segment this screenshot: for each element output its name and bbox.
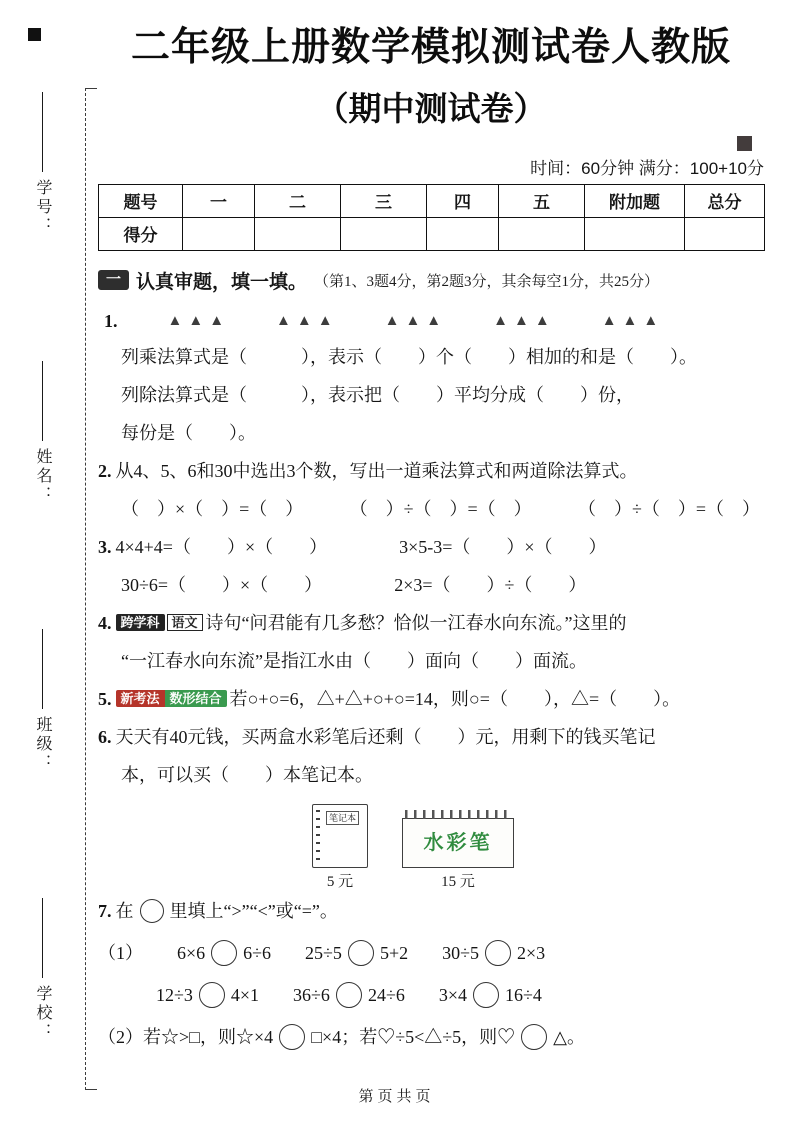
answer-circle <box>473 982 499 1008</box>
q6-number: 6. <box>98 726 112 747</box>
q7-intro-pre: 在 <box>115 900 134 921</box>
question-list <box>98 304 764 1056</box>
q4-number: 4. <box>98 612 112 633</box>
notebook-price: 5 元 <box>326 873 354 890</box>
notebook-image <box>312 804 368 868</box>
name-blank <box>42 361 43 441</box>
comparison-left: 3×4 <box>438 984 467 1005</box>
score-cell-empty <box>685 217 765 250</box>
watercolor-image <box>402 818 514 868</box>
q6-line1 <box>98 718 764 756</box>
q2-text-line <box>98 452 764 490</box>
watercolor-label: 水彩笔 <box>423 831 493 854</box>
comparison-item <box>305 934 408 972</box>
page-title: 二年级上册数学模拟测试卷人教版 <box>130 26 731 69</box>
score-table <box>98 184 765 251</box>
score-cell-empty <box>341 217 427 250</box>
score-header-cell: 总分 <box>685 184 765 217</box>
seal-field-school <box>31 898 54 1042</box>
q1-triangles-row <box>98 304 764 338</box>
q5-text: 若○+○=6，△+△+○+○=14，则○=（ ），△=（ ）。 <box>229 688 681 709</box>
q6-text1: 天天有40元钱，买两盒水彩笔后还剩（ ）元，用剩下的钱买笔记 <box>115 726 656 747</box>
comparison-right: 2×3 <box>516 942 546 963</box>
q5-number: 5. <box>98 688 112 709</box>
score-row-label: 得分 <box>99 217 183 250</box>
comparison-right: 4×1 <box>230 984 260 1005</box>
answer-circle <box>199 982 225 1008</box>
school-label: 学校： <box>34 984 51 1042</box>
score-header-cell: 一 <box>183 184 255 217</box>
triangle-group: ▲▲▲ <box>601 312 665 329</box>
comparison-item <box>177 934 271 972</box>
score-header-cell: 二 <box>255 184 341 217</box>
answer-circle <box>279 1024 305 1050</box>
q3-row2-left: 30÷6=（ ）×（ ） <box>121 574 323 595</box>
section1-score-note: （第1、3题4分，第2题3分，其余每空1分，共25分） <box>314 273 660 290</box>
info-square-mark <box>737 136 752 151</box>
seal-field-class <box>31 629 54 773</box>
q5-badge-number-shape: 数形结合 <box>165 690 227 707</box>
q1-number: 1. <box>104 310 118 331</box>
answer-circle <box>521 1024 547 1050</box>
notebook-figure <box>312 804 368 890</box>
comparison-item <box>442 934 545 972</box>
q2-number: 2. <box>98 460 112 481</box>
q1-line2: 列除法算式是（ ），表示把（ ）平均分成（ ）份， <box>121 384 634 405</box>
triangle-group: ▲▲▲ <box>276 312 339 329</box>
comparison-left: 30÷5 <box>442 942 479 963</box>
q3-number: 3. <box>98 536 112 557</box>
student-id-blank <box>42 92 43 172</box>
q2-equations-row <box>98 490 764 528</box>
q3-row1-left <box>98 528 327 566</box>
comparison-item <box>293 976 405 1014</box>
q7-number: 7. <box>98 900 112 921</box>
section1-title: 认真审题，填一填。 <box>136 271 308 293</box>
q4-badge-cross-subject: 跨学科 <box>116 614 165 631</box>
comparison-left: 6×6 <box>177 942 206 963</box>
q4-line1 <box>98 604 764 642</box>
exam-info: 时间：60分钟 满分：100+10分 <box>530 158 764 178</box>
q4-text1: 诗句“问君能有几多愁？恰似一江春水向东流。”这里的 <box>205 612 627 633</box>
score-header-cell: 题号 <box>99 184 183 217</box>
q7-part1-row2 <box>156 976 764 1014</box>
q2-equation: （ ）÷（ ）=（ ） <box>349 498 532 519</box>
q5-badge-new-method: 新考法 <box>116 690 165 707</box>
comparison-right: 6÷6 <box>243 942 272 963</box>
triangle-group: ▲▲▲ <box>493 312 556 329</box>
score-cell-empty <box>427 217 499 250</box>
page-subtitle: （期中测试卷） <box>315 89 547 127</box>
answer-circle <box>485 940 511 966</box>
q3-row1 <box>98 528 764 566</box>
q7-part2-seg2: □×4；若♡÷5<△÷5，则♡ <box>311 1026 516 1047</box>
score-header-cell: 四 <box>427 184 499 217</box>
watercolor-figure <box>402 808 514 890</box>
seal-line <box>0 88 86 1090</box>
score-cell-empty <box>499 217 585 250</box>
q7-intro <box>98 892 764 930</box>
triangle-group: ▲▲▲ <box>167 312 231 329</box>
q6-figures <box>98 804 764 890</box>
main-content <box>98 26 764 1056</box>
q2-equation: （ ）×（ ）=（ ） <box>121 498 304 519</box>
score-cell-empty <box>255 217 341 250</box>
notebook-label: 笔记本 <box>326 811 359 825</box>
comparison-right: 16÷4 <box>504 984 542 1005</box>
score-header-cell: 五 <box>499 184 585 217</box>
exam-info-row <box>98 154 764 178</box>
q4-line2: “一江春水向东流”是指江水由（ ）面向（ ）面流。 <box>121 650 587 671</box>
q7-intro-post: 里填上“>”“<”或“=”。 <box>169 900 338 921</box>
class-blank <box>42 629 43 709</box>
section1-header <box>98 267 764 294</box>
q4-badge-chinese: 语文 <box>167 614 203 631</box>
comparison-right: 5+2 <box>379 942 409 963</box>
answer-circle <box>211 940 237 966</box>
section1-number-badge: 一 <box>98 270 129 290</box>
q7-part2-seg1: 若☆>□，则☆×4 <box>143 1026 274 1047</box>
q3-equation: 4×4+4=（ ）×（ ） <box>115 536 328 557</box>
comparison-item <box>439 976 542 1014</box>
q5-line <box>98 680 764 718</box>
score-header-cell: 三 <box>341 184 427 217</box>
seal-field-student-id <box>31 92 54 236</box>
score-header-cell: 附加题 <box>585 184 685 217</box>
q6-line2: 本，可以买（ ）本笔记本。 <box>121 764 373 785</box>
score-cell-empty <box>183 217 255 250</box>
q3-row1-right: 3×5-3=（ ）×（ ） <box>399 536 607 557</box>
q7-part1-label: （1） <box>98 942 143 963</box>
q2-text: 从4、5、6和30中选出3个数，写出一道乘法算式和两道除法算式。 <box>115 460 638 481</box>
triangle-group: ▲▲▲ <box>384 312 448 329</box>
score-cell-empty <box>585 217 685 250</box>
q3-row2-right: 2×3=（ ）÷（ ） <box>394 574 587 595</box>
q7-part1-row1 <box>98 934 764 972</box>
q3-row2 <box>98 566 764 604</box>
comparison-right: 24÷6 <box>367 984 405 1005</box>
corner-mark <box>28 28 41 41</box>
name-label: 姓名： <box>34 447 51 505</box>
seal-field-name <box>31 361 54 505</box>
answer-circle <box>336 982 362 1008</box>
comparison-left: 25÷5 <box>305 942 342 963</box>
student-id-label: 学号： <box>34 179 51 236</box>
comparison-left: 36÷6 <box>293 984 330 1005</box>
comparison-left: 12÷3 <box>156 984 193 1005</box>
school-blank <box>42 898 43 978</box>
q2-equation: （ ）÷（ ）=（ ） <box>577 498 760 519</box>
answer-circle <box>140 899 164 923</box>
q7-part2-row <box>98 1018 764 1056</box>
answer-circle <box>348 940 374 966</box>
q7-part2-seg3: △。 <box>553 1026 585 1047</box>
watercolor-price: 15 元 <box>441 873 475 890</box>
q7-part2-label: （2） <box>98 1026 143 1047</box>
score-table-header-row <box>99 184 765 217</box>
page-footer: 第页共页 <box>358 1089 435 1105</box>
comparison-item <box>156 976 259 1014</box>
score-table-score-row <box>99 217 765 250</box>
q1-line3: 每份是（ ）。 <box>121 422 256 443</box>
q1-line1: 列乘法算式是（ ），表示（ ）个（ ）相加的和是（ ）。 <box>121 346 697 367</box>
class-label: 班级： <box>34 716 51 774</box>
